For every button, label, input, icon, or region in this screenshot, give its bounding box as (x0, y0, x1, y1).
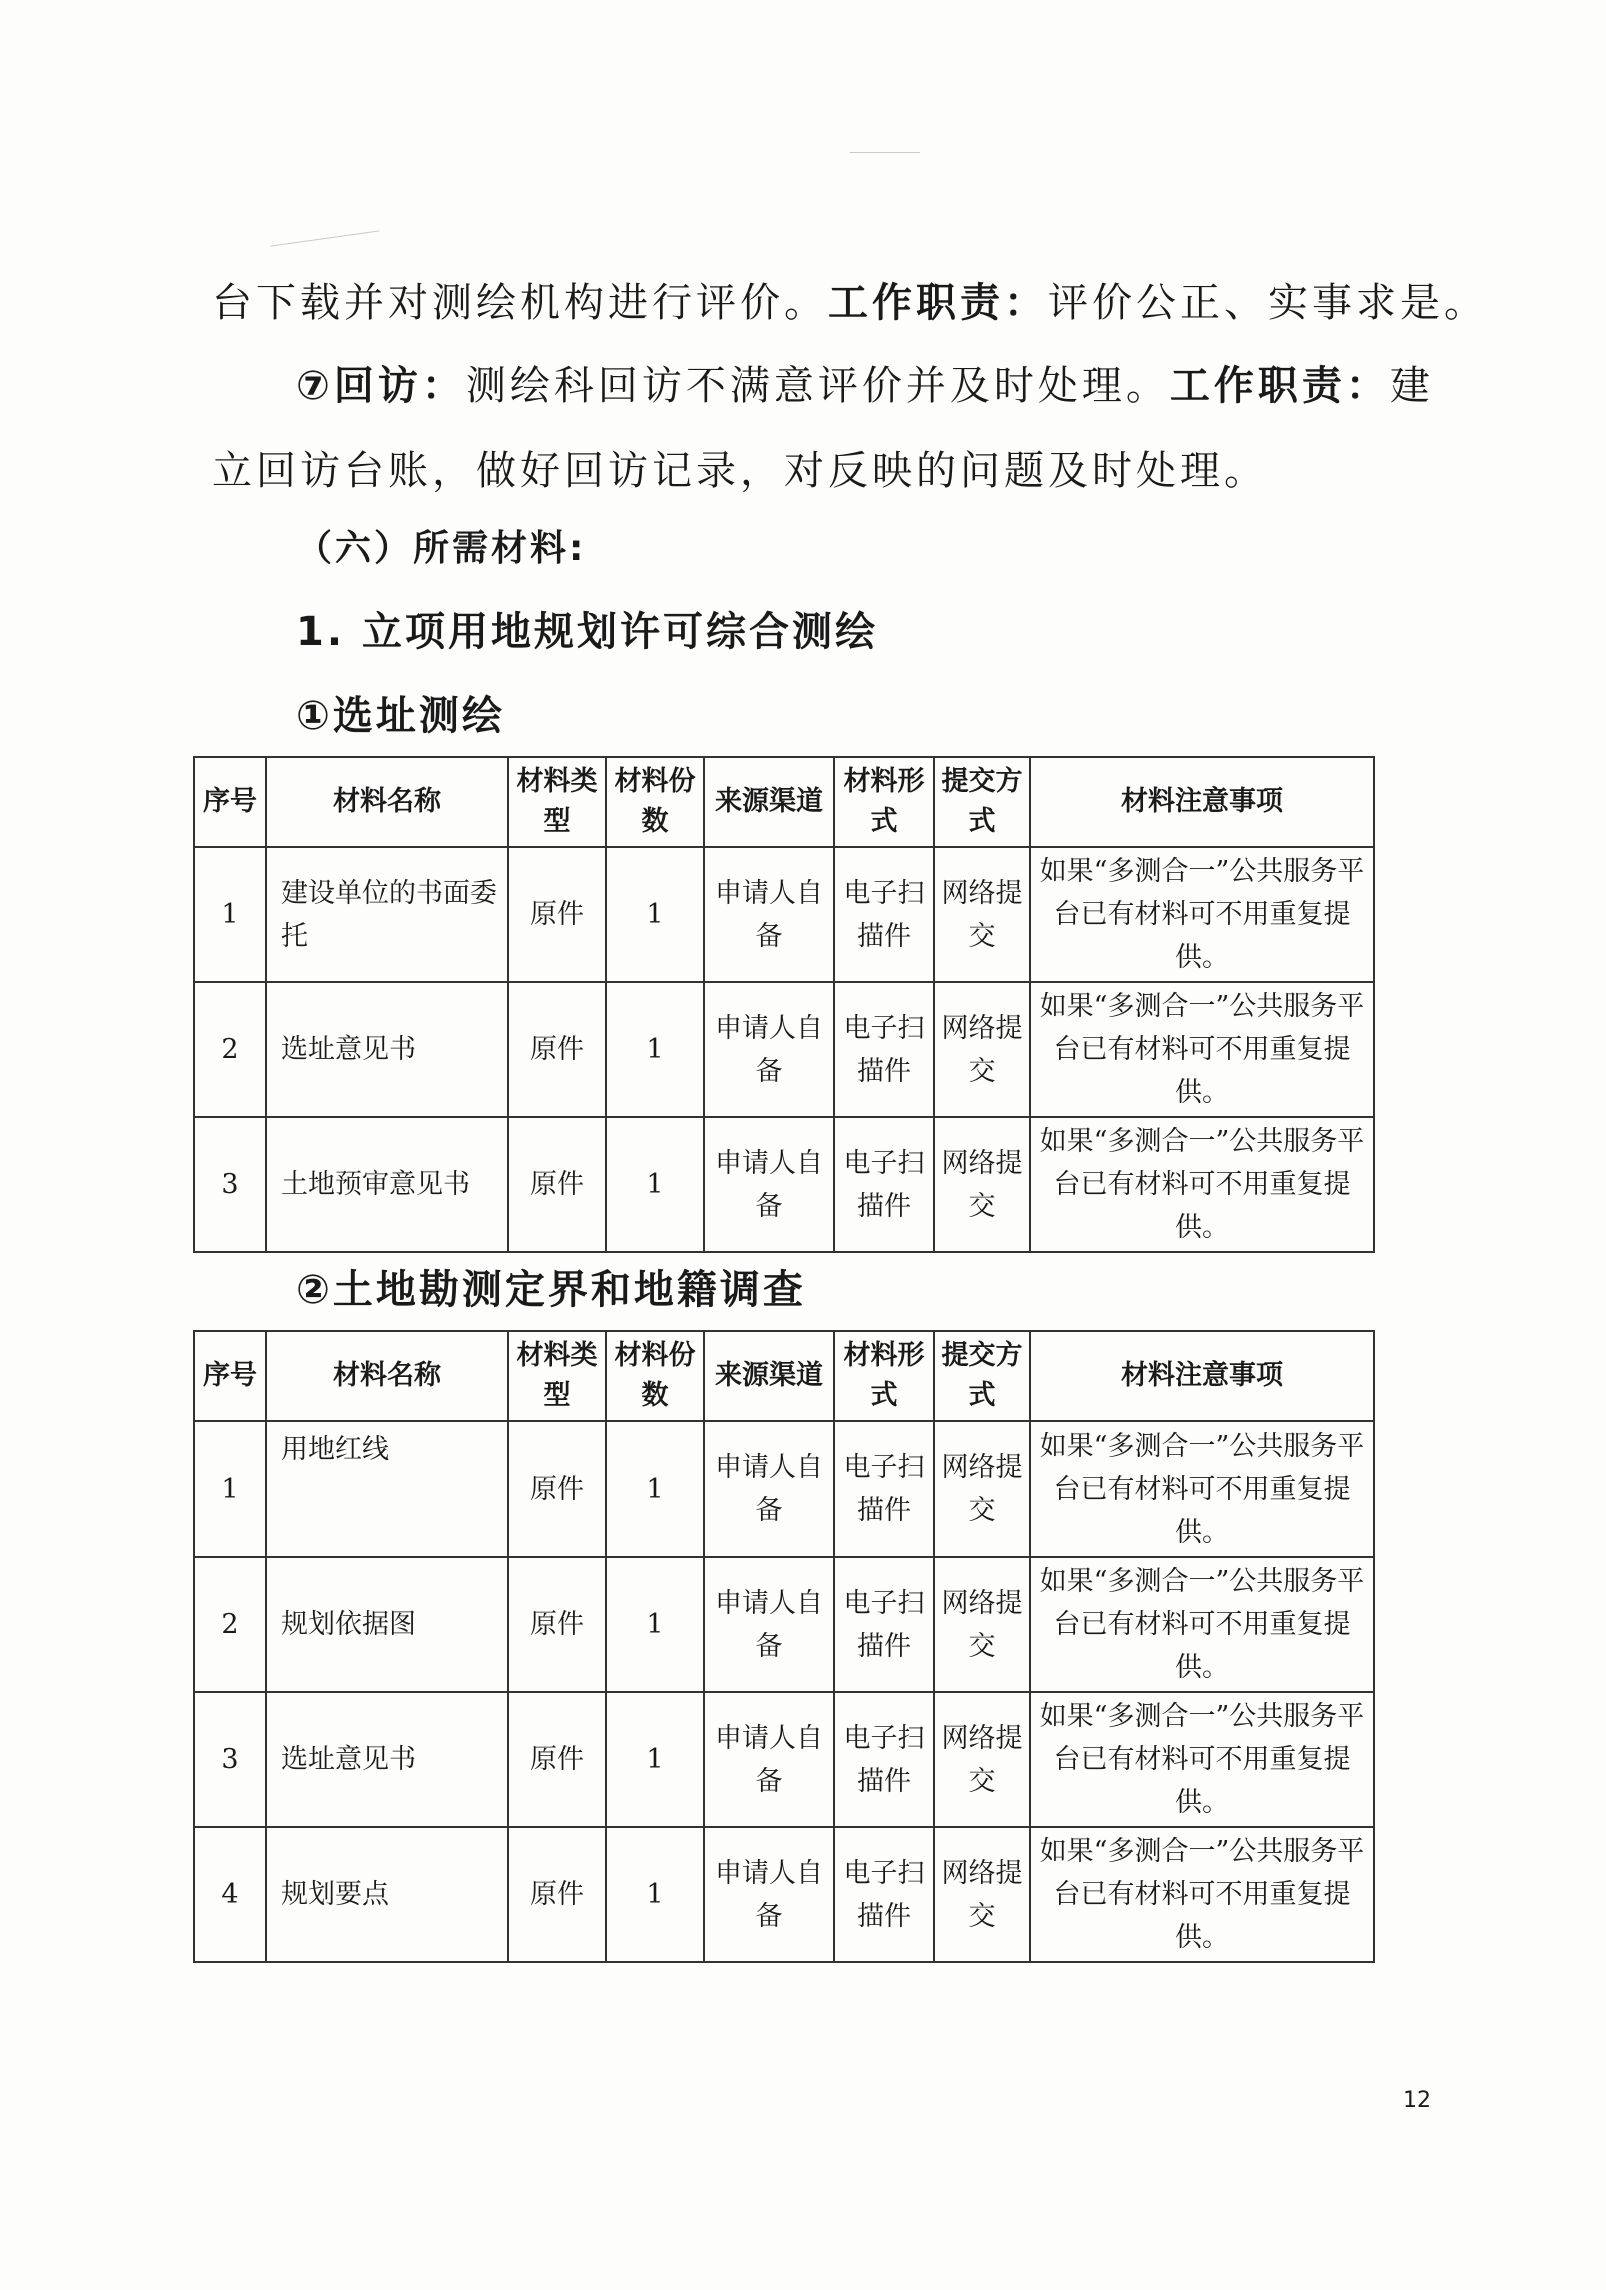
cell-notes: 如果“多测合一”公共服务平台已有材料可不用重复提供。 (1030, 1421, 1374, 1557)
cell-submit: 网络提交 (934, 982, 1030, 1117)
cell-notes: 如果“多测合一”公共服务平台已有材料可不用重复提供。 (1030, 847, 1374, 982)
table-row (194, 1421, 1374, 1557)
cell-seq: 2 (194, 982, 266, 1117)
scan-artifact (850, 152, 920, 153)
header-submit: 提交方式 (934, 757, 1030, 847)
paragraph-text: 测绘科回访不满意评价并及时处理。 (465, 363, 1170, 409)
cell-copies: 1 (606, 982, 704, 1117)
cell-copies: 1 (606, 1557, 704, 1692)
header-seq: 序号 (194, 757, 266, 847)
cell-form: 电子扫描件 (834, 982, 934, 1117)
header-submit: 提交方式 (934, 1331, 1030, 1421)
table-row (194, 1557, 1374, 1692)
header-seq: 序号 (194, 1331, 266, 1421)
cell-type: 原件 (508, 1117, 606, 1252)
cell-notes: 如果“多测合一”公共服务平台已有材料可不用重复提供。 (1030, 1692, 1374, 1827)
cell-source: 申请人自备 (704, 1557, 834, 1692)
cell-type: 原件 (508, 982, 606, 1117)
cell-copies: 1 (606, 1421, 704, 1557)
page-number: 12 (1403, 2088, 1431, 2113)
cell-name: 用地红线 (266, 1421, 508, 1557)
cell-form: 电子扫描件 (834, 1117, 934, 1252)
table-row (194, 1692, 1374, 1827)
cell-seq: 3 (194, 1692, 266, 1827)
cell-notes: 如果“多测合一”公共服务平台已有材料可不用重复提供。 (1030, 982, 1374, 1117)
paragraph-text: 立回访台账，做好回访记录，对反映的问题及时处理。 (212, 448, 1268, 494)
cell-name: 土地预审意见书 (266, 1117, 508, 1252)
header-notes: 材料注意事项 (1030, 1331, 1374, 1421)
cell-name: 规划要点 (266, 1827, 508, 1962)
cell-name: 规划依据图 (266, 1557, 508, 1692)
materials-table-land-survey (193, 1330, 1375, 1963)
header-notes: 材料注意事项 (1030, 757, 1374, 847)
cell-seq: 1 (194, 1421, 266, 1557)
cell-submit: 网络提交 (934, 1117, 1030, 1252)
header-type: 材料类型 (508, 1331, 606, 1421)
cell-submit: 网络提交 (934, 1827, 1030, 1962)
header-type: 材料类型 (508, 757, 606, 847)
cell-seq: 3 (194, 1117, 266, 1252)
table-row (194, 982, 1374, 1117)
cell-submit: 网络提交 (934, 1557, 1030, 1692)
header-name: 材料名称 (266, 1331, 508, 1421)
cell-notes: 如果“多测合一”公共服务平台已有材料可不用重复提供。 (1030, 1117, 1374, 1252)
revisit-label: ⑦回访： (296, 363, 466, 409)
cell-form: 电子扫描件 (834, 1692, 934, 1827)
cell-submit: 网络提交 (934, 1421, 1030, 1557)
paragraph-text: 评价公正、实事求是。 (1048, 280, 1488, 326)
header-copies: 材料份数 (606, 1331, 704, 1421)
header-form: 材料形式 (834, 757, 934, 847)
cell-submit: 网络提交 (934, 1692, 1030, 1827)
cell-form: 电子扫描件 (834, 847, 934, 982)
subheading-site-selection: ①选址测绘 (296, 693, 505, 739)
header-name: 材料名称 (266, 757, 508, 847)
cell-name: 建设单位的书面委托 (266, 847, 508, 982)
cell-seq: 1 (194, 847, 266, 982)
duty-label: 工作职责： (1169, 363, 1390, 409)
cell-name: 选址意见书 (266, 982, 508, 1117)
cell-type: 原件 (508, 1827, 606, 1962)
cell-copies: 1 (606, 1692, 704, 1827)
cell-type: 原件 (508, 1692, 606, 1827)
cell-seq: 2 (194, 1557, 266, 1692)
header-source: 来源渠道 (704, 757, 834, 847)
duty-label: 工作职责： (828, 280, 1048, 326)
cell-type: 原件 (508, 1557, 606, 1692)
section-heading: （六）所需材料: (296, 528, 587, 569)
cell-notes: 如果“多测合一”公共服务平台已有材料可不用重复提供。 (1030, 1557, 1374, 1692)
cell-copies: 1 (606, 1117, 704, 1252)
table-row (194, 1827, 1374, 1962)
cell-source: 申请人自备 (704, 982, 834, 1117)
subheading-land-survey: ②土地勘测定界和地籍调查 (296, 1267, 806, 1313)
cell-submit: 网络提交 (934, 847, 1030, 982)
cell-notes: 如果“多测合一”公共服务平台已有材料可不用重复提供。 (1030, 1827, 1374, 1962)
cell-source: 申请人自备 (704, 1827, 834, 1962)
header-source: 来源渠道 (704, 1331, 834, 1421)
cell-copies: 1 (606, 1827, 704, 1962)
item-heading: 1. 立项用地规划许可综合测绘 (296, 609, 878, 655)
cell-source: 申请人自备 (704, 847, 834, 982)
table-header-row (194, 1331, 1374, 1421)
cell-form: 电子扫描件 (834, 1557, 934, 1692)
cell-type: 原件 (508, 847, 606, 982)
paragraph-text: 建 (1389, 363, 1434, 409)
paragraph-text: 台下载并对测绘机构进行评价。 (212, 280, 828, 326)
cell-source: 申请人自备 (704, 1421, 834, 1557)
scan-artifact (270, 230, 379, 246)
cell-seq: 4 (194, 1827, 266, 1962)
paragraph-evaluation (212, 262, 1488, 344)
materials-table-site-selection (193, 756, 1375, 1253)
cell-form: 电子扫描件 (834, 1421, 934, 1557)
paragraph-revisit (296, 345, 1516, 427)
cell-copies: 1 (606, 847, 704, 982)
cell-source: 申请人自备 (704, 1692, 834, 1827)
header-form: 材料形式 (834, 1331, 934, 1421)
cell-form: 电子扫描件 (834, 1827, 934, 1962)
cell-name: 选址意见书 (266, 1692, 508, 1827)
cell-source: 申请人自备 (704, 1117, 834, 1252)
paragraph-revisit-continued (212, 430, 1432, 512)
table-row (194, 1117, 1374, 1252)
cell-type: 原件 (508, 1421, 606, 1557)
table-header-row (194, 757, 1374, 847)
header-copies: 材料份数 (606, 757, 704, 847)
table-row (194, 847, 1374, 982)
